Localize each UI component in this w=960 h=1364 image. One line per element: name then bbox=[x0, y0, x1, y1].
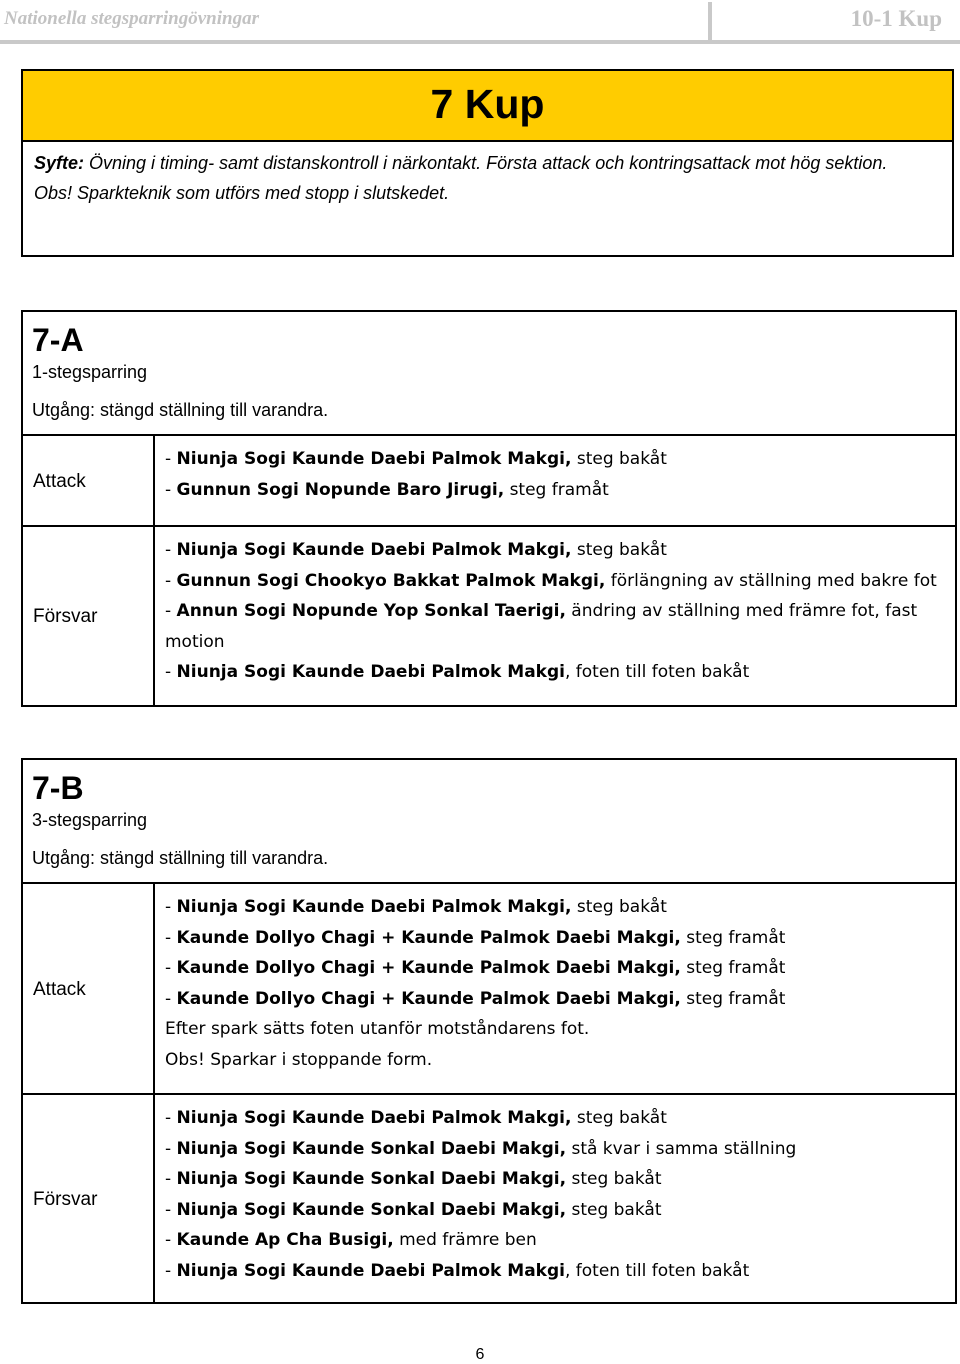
line-prefix: - bbox=[165, 1199, 177, 1220]
technique-detail: Obs! Sparkar i stoppande form. bbox=[165, 1049, 433, 1070]
technique-line bbox=[165, 596, 945, 657]
line-prefix: - bbox=[165, 897, 177, 917]
technique-line bbox=[165, 1134, 945, 1165]
title-band bbox=[23, 71, 952, 142]
line-prefix: - bbox=[165, 1169, 177, 1189]
technique-line bbox=[165, 1195, 945, 1226]
technique-name: Kaunde Dollyo Chagi + Kaunde Palmok Daebi Makgi, bbox=[176, 988, 681, 1009]
technique-detail: förlängning av ställning med bakre fot bbox=[605, 570, 937, 591]
technique-name: Niunja Sogi Kaunde Daebi Palmok Makgi, bbox=[176, 449, 572, 469]
header-document-title: Nationella stegsparringövningar bbox=[4, 8, 259, 29]
technique-detail: Efter spark sätts foten utanför motståndarens fot. bbox=[165, 1019, 590, 1039]
technique-line bbox=[165, 892, 945, 923]
technique-line bbox=[165, 984, 945, 1015]
technique-name: Kaunde Ap Cha Busigi, bbox=[176, 1230, 394, 1250]
technique-name: Gunnun Sogi Nopunde Baro Jirugi, bbox=[176, 479, 505, 500]
defense-steps bbox=[165, 1103, 945, 1286]
purpose-body: Övning i timing- samt distanskontroll i närkontakt. Första attack och kontringsattack mot hög sektion. bbox=[84, 153, 888, 173]
section-type: 3-stegsparring bbox=[32, 810, 148, 830]
purpose-note: Obs! Sparkteknik som utförs med stopp i slutskedet. bbox=[34, 183, 450, 203]
technique-detail: , foten till foten bakåt bbox=[564, 1260, 750, 1281]
technique-name: Niunja Sogi Kaunde Sonkal Daebi Makgi, bbox=[176, 1138, 567, 1159]
defense-row bbox=[23, 1093, 955, 1304]
technique-line bbox=[165, 657, 945, 688]
technique-line bbox=[165, 1256, 945, 1287]
technique-detail: , foten till foten bakåt bbox=[564, 662, 750, 682]
technique-line bbox=[165, 923, 945, 954]
header-divider-horizontal bbox=[0, 40, 960, 44]
technique-name: Niunja Sogi Kaunde Daebi Palmok Makgi bbox=[176, 662, 565, 682]
line-prefix: - bbox=[165, 662, 177, 682]
section-header bbox=[32, 322, 328, 422]
technique-detail: steg bakåt bbox=[571, 1108, 667, 1128]
technique-name: Niunja Sogi Kaunde Sonkal Daebi Makgi, bbox=[176, 1199, 567, 1220]
line-prefix: - bbox=[165, 540, 177, 560]
attack-label: Attack bbox=[23, 884, 155, 1095]
section-header bbox=[32, 770, 328, 870]
line-prefix: - bbox=[165, 601, 177, 621]
line-prefix: - bbox=[165, 1260, 177, 1281]
attack-label: Attack bbox=[23, 436, 155, 527]
section-7b bbox=[21, 758, 957, 1304]
purpose-label: Syfte: bbox=[34, 153, 85, 173]
defense-label: Försvar bbox=[23, 527, 155, 707]
attack-steps bbox=[165, 892, 945, 1075]
header-grade: 10-1 Kup bbox=[850, 6, 942, 31]
technique-line bbox=[165, 444, 945, 475]
page-number: 6 bbox=[475, 1346, 485, 1363]
section-7a bbox=[21, 310, 957, 707]
technique-detail: steg framåt bbox=[680, 958, 786, 978]
page-title: 7 Kup bbox=[430, 81, 545, 127]
line-prefix: - bbox=[165, 988, 177, 1009]
line-prefix: - bbox=[165, 958, 177, 978]
technique-line bbox=[165, 1164, 945, 1195]
technique-name: Niunja Sogi Kaunde Sonkal Daebi Makgi, bbox=[176, 1169, 567, 1189]
technique-line bbox=[165, 566, 945, 597]
line-prefix: - bbox=[165, 1138, 177, 1159]
attack-steps bbox=[165, 444, 945, 505]
line-prefix: - bbox=[165, 927, 177, 948]
line-prefix: - bbox=[165, 1108, 177, 1128]
technique-name: Annun Sogi Nopunde Yop Sonkal Taerigi, bbox=[176, 601, 566, 621]
technique-line bbox=[165, 1014, 945, 1045]
technique-line bbox=[165, 475, 945, 506]
technique-line bbox=[165, 1225, 945, 1256]
technique-detail: steg bakåt bbox=[571, 897, 667, 917]
technique-name: Kaunde Dollyo Chagi + Kaunde Palmok Daebi Makgi, bbox=[176, 927, 681, 948]
technique-name: Kaunde Dollyo Chagi + Kaunde Palmok Daebi Makgi, bbox=[176, 958, 681, 978]
line-prefix: - bbox=[165, 449, 177, 469]
title-box bbox=[21, 69, 954, 257]
section-id: 7-A bbox=[32, 322, 84, 358]
technique-detail: steg bakåt bbox=[571, 449, 667, 469]
technique-detail: ändring av ställning med främre fot, fast motion bbox=[165, 601, 918, 652]
technique-detail: steg framåt bbox=[680, 927, 786, 948]
technique-line bbox=[165, 1045, 945, 1076]
page-header bbox=[0, 0, 960, 44]
line-prefix: - bbox=[165, 479, 177, 500]
line-prefix: - bbox=[165, 1230, 177, 1250]
defense-row bbox=[23, 525, 955, 707]
defense-label: Försvar bbox=[23, 1095, 155, 1304]
section-id: 7-B bbox=[32, 770, 84, 806]
line-prefix: - bbox=[165, 570, 177, 591]
technique-detail: steg bakåt bbox=[571, 540, 667, 560]
technique-detail: med främre ben bbox=[393, 1230, 537, 1250]
header-divider-vertical bbox=[708, 2, 712, 40]
section-start-position: Utgång: stängd ställning till varandra. bbox=[32, 400, 329, 420]
technique-name: Gunnun Sogi Chookyo Bakkat Palmok Makgi, bbox=[176, 570, 606, 591]
defense-steps bbox=[165, 535, 945, 688]
technique-detail: steg framåt bbox=[680, 988, 786, 1009]
technique-detail: steg bakåt bbox=[566, 1169, 662, 1189]
purpose-text bbox=[34, 148, 934, 208]
technique-name: Niunja Sogi Kaunde Daebi Palmok Makgi bbox=[176, 1260, 565, 1281]
technique-name: Niunja Sogi Kaunde Daebi Palmok Makgi, bbox=[176, 1108, 572, 1128]
attack-row bbox=[23, 434, 955, 527]
technique-detail: steg bakåt bbox=[566, 1199, 662, 1220]
attack-row bbox=[23, 882, 955, 1095]
technique-line bbox=[165, 953, 945, 984]
technique-name: Niunja Sogi Kaunde Daebi Palmok Makgi, bbox=[176, 897, 572, 917]
section-start-position: Utgång: stängd ställning till varandra. bbox=[32, 848, 329, 868]
technique-name: Niunja Sogi Kaunde Daebi Palmok Makgi, bbox=[176, 540, 572, 560]
technique-detail: steg framåt bbox=[504, 479, 609, 500]
technique-detail: stå kvar i samma ställning bbox=[566, 1138, 797, 1159]
technique-line bbox=[165, 1103, 945, 1134]
section-type: 1-stegsparring bbox=[32, 362, 148, 382]
technique-line bbox=[165, 535, 945, 566]
